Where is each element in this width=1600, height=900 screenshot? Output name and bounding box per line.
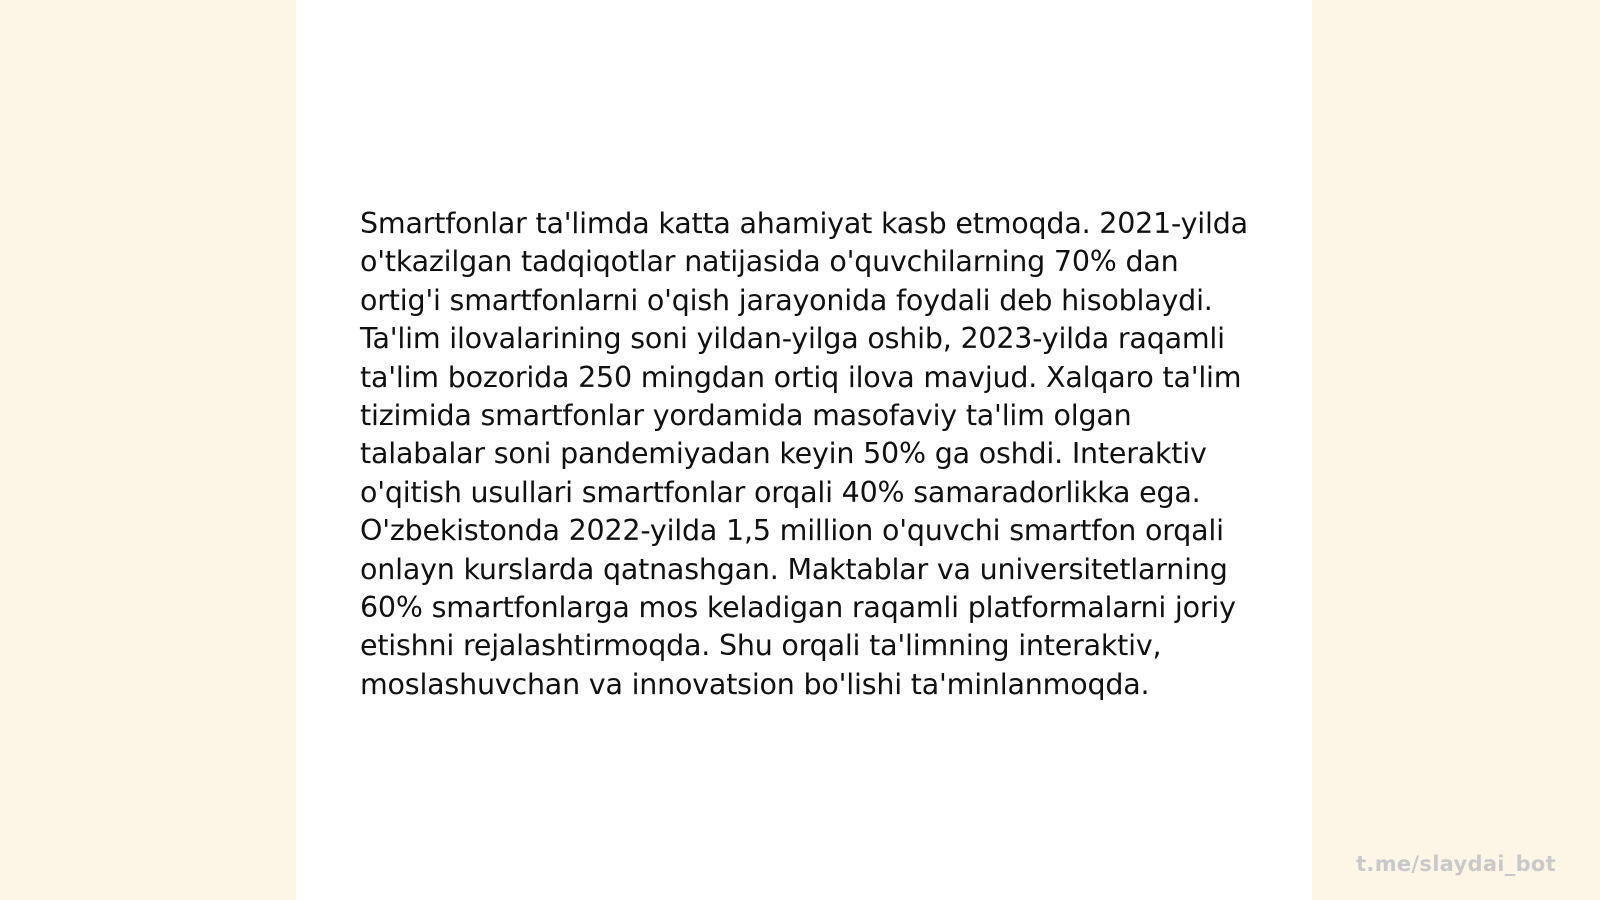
slide-body-text: Smartfonlar ta'limda katta ahamiyat kasb etmoqda. 2021-yilda o'tkazilgan tadqiqotlar natijasida o'quvchilarning 70% dan ortig'i smartfonlarni o'qish jarayonida foydali deb hisoblaydi. Ta'lim ilovalarining soni yildan-yilga oshib, 2023-yilda raqamli ta'lim bozorida 250 mingdan ortiq ilova mavjud. Xalqaro ta'lim tizimida smartfonlar yordamida masofaviy ta'lim olgan talabalar soni pandemiyadan keyin 50% ga oshdi. Interaktiv o'qitish usullari smartfonlar orqali 40% samaradorlikka ega. O'zbekistonda 2022-yilda 1,5 million o'quvchi smartfon orqali onlayn kurslarda qatnashgan. Maktablar va universitetlarning 60% smartfonlarga mos keladigan raqamli platformalarni joriy etishni rejalashtirmoqda. Shu orqali ta'limning interaktiv, moslashuvchan va innovatsion bo'lishi ta'minlanmoqda. (360, 207, 1248, 701)
watermark: t.me/slaydai_bot (1356, 852, 1556, 876)
